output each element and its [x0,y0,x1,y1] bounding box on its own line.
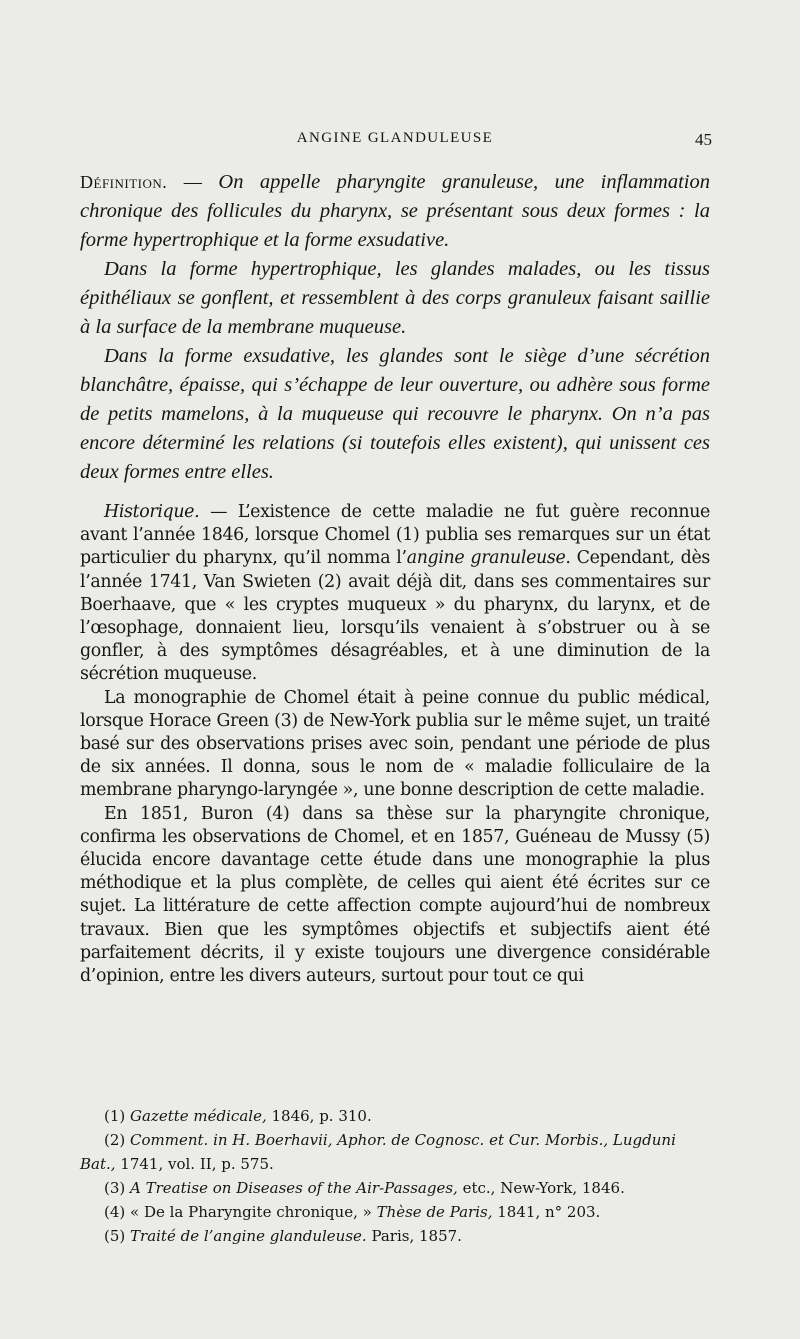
historique-paragraph-2: La monographie de Chomel était à peine connue du public médical, lorsque Horace Green (3) de New-York publia sur le même sujet, un traité basé sur des observations prises avec soin, pendant une période de plus de six années. Il donna, sous le nom de « maladie folliculaire de la membrane pharyngo-laryngée », une bonne description de cette maladie. [80,687,710,801]
footnote-detail: 1846, p. 310. [266,1107,372,1125]
historique-paragraph-1 [80,501,710,687]
historique-text-1b: . Cependant, dès l’année 1741, Van Swieten (2) avait déjà dit, dans ses commentaires sur Boerhaave, que « les cryptes muqueux » du pharynx, du larynx, et de l’œsophage, donnaient lieu, lorsqu’ils venaient à s’obstruer ou à se gonfler, à des symptômes désagréables, et à une diminution de la sécrétion muqueuse. [80,548,710,685]
historique-paragraph-3: En 1851, Buron (4) dans sa thèse sur la pharyngite chronique, confirma les observations de Chomel, et en 1857, Guéneau de Mussy (5) élucida encore davantage cette étude dans une monographie la plus méthodique et la plus complète, de celles qui aient été écrites sur ce sujet. La littérature de cette affection compte aujourd’hui de nombreux travaux. Bien que les symptômes objectifs et subjectifs aient été parfaitement décrits, il y existe toujours une divergence considérable d’opinion, entre les divers auteurs, surtout pour tout ce qui [80,803,710,987]
footnote-title: Traité de l’angine glanduleuse. [130,1227,367,1245]
running-title: ANGINE GLANDULEUSE [296,130,494,146]
definition-text-1: — On appelle pharyngite granuleuse, une inflammation chronique des follicules du pharynx, se présentant sous deux formes : la forme hypertrophique et la forme exsudative. [80,171,710,251]
footnote-5 [80,1224,710,1248]
historique-lead: Historique. [104,502,200,522]
footnote-detail: Paris, 1857. [366,1227,462,1245]
definition-paragraph-1 [80,168,710,255]
footnote-quoted-title: « De la Pharyngite chronique, » [130,1203,377,1221]
definition-paragraph-2: Dans la forme hypertrophique, les glandes malades, ou les tissus épithéliaux se gonflent, et ressemblent à des corps granuleux faisant saillie à la surface de la membrane muqueuse. [80,258,710,338]
footnote-1 [80,1104,710,1128]
footnote-4 [80,1200,710,1224]
footnote-detail: etc., New-York, 1846. [457,1179,625,1197]
running-head [80,130,710,152]
footnote-title: Gazette médicale, [130,1107,267,1125]
footnote-number: (5) [104,1227,131,1245]
definition-paragraph-3: Dans la forme exsudative, les glandes sont le siège d’une sécrétion blanchâtre, épaisse, qui s’échappe de leur ouverture, ou adhère sous forme de petits mamelons, à la muqueuse qui recouvre le pharynx. On n’a pas encore déterminé les relations (si toutefois elles existent), qui unissent ces deux formes entre elles. [80,345,710,483]
section-gap [80,487,710,501]
historique-text-1a: — L’existence de cette maladie ne fut guère reconnue avant l’année 1846, lorsque Chomel (1) publia ses remarques sur un état particulier du pharynx, qu’il nomma l’ [80,502,710,569]
historique-term: angine granuleuse [406,548,566,569]
page-number: 45 [695,130,712,149]
footnote-title: A Treatise on Diseases of the Air-Passages, [130,1179,458,1197]
definition-lead: Définition. [80,172,168,192]
footnote-number: (1) [104,1107,131,1125]
footnotes [80,1104,710,1248]
page-body [80,168,710,988]
footnote-2 [80,1128,710,1176]
footnote-detail: 1841, n° 203. [492,1203,601,1221]
footnote-detail: 1741, vol. II, p. 575. [115,1155,274,1173]
footnote-number: (3) [104,1179,131,1197]
footnote-title: Thèse de Paris, [376,1203,493,1221]
footnote-title: Comment. in H. Boerhavii, Aphor. de Cognosc. et Cur. Morbis., Lugduni Bat., [80,1131,676,1173]
footnote-3 [80,1176,710,1200]
footnote-number: (2) [104,1131,131,1149]
footnote-number: (4) [104,1203,131,1221]
